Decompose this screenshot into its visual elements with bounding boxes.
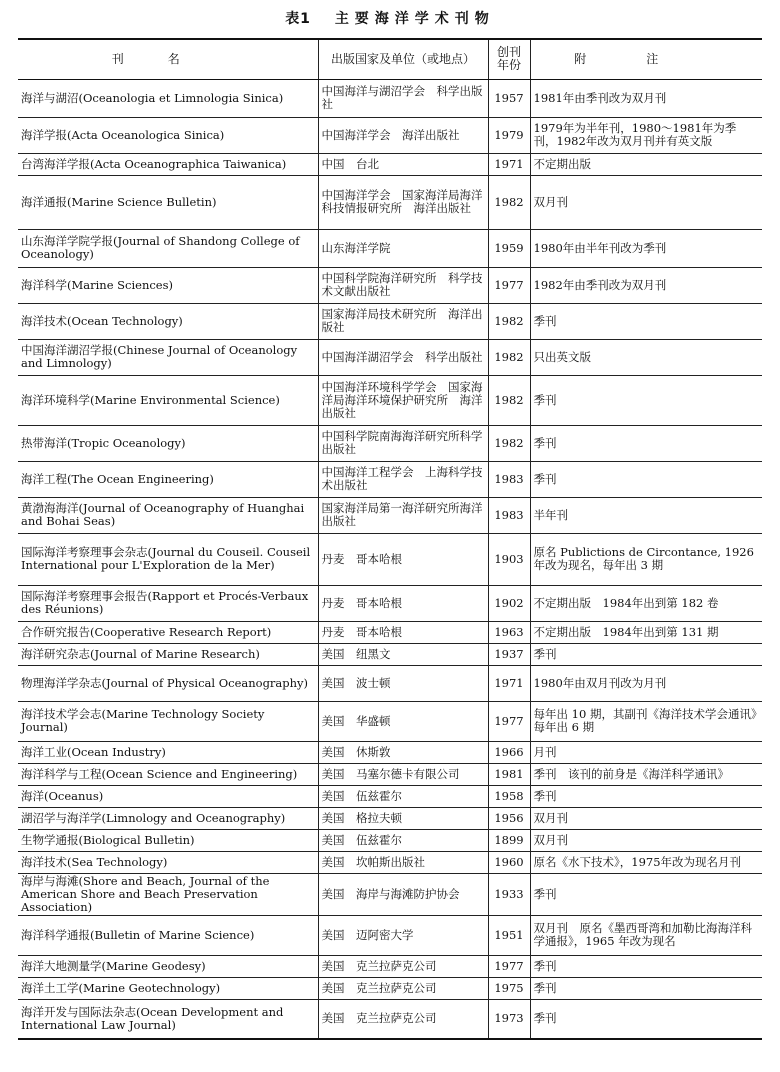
table-row [18,643,762,665]
cell-publisher: 美国 格拉夫顿 [318,807,488,829]
cell-publisher: 国家海洋局第一海洋研究所海洋出版社 [318,497,488,533]
cell-year: 1979 [488,117,530,153]
cell-note: 双月刊 [530,175,762,229]
cell-year: 1957 [488,79,530,117]
cell-year: 1956 [488,807,530,829]
cell-publisher: 美国 波士顿 [318,665,488,701]
cell-note: 不定期出版 1984年出到第 131 期 [530,621,762,643]
table-row [18,999,762,1039]
cell-publisher: 中国海洋湖沼学会 科学出版社 [318,339,488,375]
cell-note: 1981年由季刊改为双月刊 [530,79,762,117]
table-row [18,375,762,425]
cell-year: 1971 [488,153,530,175]
table-row [18,585,762,621]
cell-year: 1902 [488,585,530,621]
header-name: 刊名 [18,39,318,79]
cell-note: 季刊 [530,461,762,497]
cell-year: 1903 [488,533,530,585]
cell-note: 原名 Publictions de Circontance, 1926年改为现名，每年出 3 期 [530,533,762,585]
cell-publisher: 美国 克兰拉萨克公司 [318,955,488,977]
cell-note: 1980年由双月刊改为月刊 [530,665,762,701]
cell-year: 1937 [488,643,530,665]
cell-year: 1977 [488,955,530,977]
table-row [18,829,762,851]
cell-year: 1975 [488,977,530,999]
table-row [18,79,762,117]
cell-note: 季刊 [530,873,762,915]
cell-publisher: 美国 伍兹霍尔 [318,829,488,851]
table-row [18,497,762,533]
table-row [18,117,762,153]
cell-name: 生物学通报(Biological Bulletin) [18,829,318,851]
cell-note: 不定期出版 1984年出到第 182 卷 [530,585,762,621]
table-row [18,977,762,999]
cell-name: 海洋土工学(Marine Geotechnology) [18,977,318,999]
cell-name: 海岸与海滩(Shore and Beach, Journal of the American Shore and Beach Preservation Association) [18,873,318,915]
cell-name: 物理海洋学杂志(Journal of Physical Oceanography) [18,665,318,701]
cell-name: 海洋开发与国际法杂志(Ocean Development and International Law Journal) [18,999,318,1039]
cell-note: 不定期出版 [530,153,762,175]
cell-publisher: 中国海洋学会 海洋出版社 [318,117,488,153]
cell-note: 季刊 [530,643,762,665]
cell-name: 海洋工程(The Ocean Engineering) [18,461,318,497]
table-row [18,303,762,339]
cell-year: 1982 [488,303,530,339]
table-row [18,873,762,915]
cell-note: 季刊 该刊的前身是《海洋科学通讯》 [530,763,762,785]
table-row [18,461,762,497]
cell-name: 湖沼学与海洋学(Limnology and Oceanography) [18,807,318,829]
cell-year: 1959 [488,229,530,267]
cell-note: 1982年由季刊改为双月刊 [530,267,762,303]
cell-publisher: 美国 坎帕斯出版社 [318,851,488,873]
cell-publisher: 中国 台北 [318,153,488,175]
cell-note: 1979年为半年刊，1980～1981年为季刊，1982年改为双月刊并有英文版 [530,117,762,153]
cell-name: 海洋科学通报(Bulletin of Marine Science) [18,915,318,955]
table-row [18,763,762,785]
cell-note: 季刊 [530,955,762,977]
cell-name: 海洋大地测量学(Marine Geodesy) [18,955,318,977]
cell-publisher: 美国 休斯敦 [318,741,488,763]
header-note: 附注 [530,39,762,79]
cell-note: 季刊 [530,425,762,461]
header-year: 创刊年份 [488,39,530,79]
cell-publisher: 丹麦 哥本哈根 [318,533,488,585]
cell-year: 1981 [488,763,530,785]
cell-name: 海洋工业(Ocean Industry) [18,741,318,763]
cell-name: 海洋(Oceanus) [18,785,318,807]
cell-year: 1982 [488,339,530,375]
cell-year: 1951 [488,915,530,955]
table-number: 表1 [285,11,311,27]
cell-year: 1983 [488,497,530,533]
table-row [18,851,762,873]
cell-publisher: 丹麦 哥本哈根 [318,585,488,621]
table-row [18,665,762,701]
cell-note: 季刊 [530,785,762,807]
cell-name: 海洋环境科学(Marine Environmental Science) [18,375,318,425]
cell-year: 1983 [488,461,530,497]
table-row [18,425,762,461]
cell-name: 国际海洋考察理事会报告(Rapport et Procés-Verbaux des Réunions) [18,585,318,621]
cell-name: 海洋技术学会志(Marine Technology Society Journal) [18,701,318,741]
table-caption: 主要海洋学术刊物 [334,11,495,27]
journal-table [18,38,762,1040]
cell-note: 月刊 [530,741,762,763]
cell-name: 山东海洋学院学报(Journal of Shandong College of Oceanology) [18,229,318,267]
cell-note: 季刊 [530,375,762,425]
cell-publisher: 中国海洋与湖沼学会 科学出版社 [318,79,488,117]
cell-publisher: 国家海洋局技术研究所 海洋出版社 [318,303,488,339]
table-header [18,39,762,79]
cell-publisher: 美国 克兰拉萨克公司 [318,977,488,999]
cell-note: 双月刊 [530,807,762,829]
table-row [18,807,762,829]
header-publisher: 出版国家及单位（或地点） [318,39,488,79]
cell-publisher: 丹麦 哥本哈根 [318,621,488,643]
cell-year: 1973 [488,999,530,1039]
cell-publisher: 美国 克兰拉萨克公司 [318,999,488,1039]
cell-publisher: 中国海洋环境科学学会 国家海洋局海洋环境保护研究所 海洋出版社 [318,375,488,425]
table-row [18,175,762,229]
table-row [18,701,762,741]
cell-publisher: 美国 华盛顿 [318,701,488,741]
cell-publisher: 山东海洋学院 [318,229,488,267]
cell-publisher: 中国科学院海洋研究所 科学技术文献出版社 [318,267,488,303]
table-row [18,621,762,643]
cell-year: 1971 [488,665,530,701]
table-row [18,955,762,977]
cell-name: 海洋通报(Marine Science Bulletin) [18,175,318,229]
cell-name: 热带海洋(Tropic Oceanology) [18,425,318,461]
cell-name: 国际海洋考察理事会杂志(Journal du Couseil. Couseil International pour L'Exploration de la Mer) [18,533,318,585]
cell-year: 1982 [488,175,530,229]
cell-note: 原名《水下技术》，1975年改为现名月刊 [530,851,762,873]
cell-year: 1982 [488,375,530,425]
header-row [18,39,762,79]
cell-year: 1977 [488,701,530,741]
table-row [18,267,762,303]
cell-note: 双月刊 原名《墨西哥湾和加勒比海海洋科学通报》，1965 年改为现名 [530,915,762,955]
cell-name: 合作研究报告(Cooperative Research Report) [18,621,318,643]
table-row [18,339,762,375]
cell-note: 1980年由半年刊改为季刊 [530,229,762,267]
cell-name: 海洋科学(Marine Sciences) [18,267,318,303]
table-row [18,741,762,763]
cell-note: 双月刊 [530,829,762,851]
table-row [18,229,762,267]
table-title [0,8,780,28]
cell-publisher: 美国 纽黑文 [318,643,488,665]
cell-note: 每年出 10 期，其副刊《海洋技术学会通讯》每年出 6 期 [530,701,762,741]
cell-note: 季刊 [530,303,762,339]
cell-publisher: 美国 马塞尔德卡有限公司 [318,763,488,785]
cell-note: 只出英文版 [530,339,762,375]
cell-year: 1933 [488,873,530,915]
table-row [18,915,762,955]
cell-publisher: 美国 伍兹霍尔 [318,785,488,807]
table-body [18,79,762,1039]
cell-year: 1966 [488,741,530,763]
cell-name: 海洋技术(Sea Technology) [18,851,318,873]
cell-year: 1899 [488,829,530,851]
cell-publisher: 美国 迈阿密大学 [318,915,488,955]
cell-year: 1960 [488,851,530,873]
table-row [18,533,762,585]
cell-publisher: 中国科学院南海海洋研究所科学出版社 [318,425,488,461]
cell-year: 1977 [488,267,530,303]
cell-year: 1982 [488,425,530,461]
cell-year: 1963 [488,621,530,643]
cell-name: 海洋技术(Ocean Technology) [18,303,318,339]
cell-name: 台湾海洋学报(Acta Oceanographica Taiwanica) [18,153,318,175]
cell-name: 海洋科学与工程(Ocean Science and Engineering) [18,763,318,785]
cell-name: 海洋学报(Acta Oceanologica Sinica) [18,117,318,153]
cell-name: 黄渤海海洋(Journal of Oceanography of Huanghai and Bohai Seas) [18,497,318,533]
cell-publisher: 中国海洋学会 国家海洋局海洋科技情报研究所 海洋出版社 [318,175,488,229]
cell-name: 海洋研究杂志(Journal of Marine Research) [18,643,318,665]
cell-note: 季刊 [530,999,762,1039]
cell-note: 半年刊 [530,497,762,533]
table-row [18,785,762,807]
cell-publisher: 中国海洋工程学会 上海科学技术出版社 [318,461,488,497]
cell-name: 中国海洋湖沼学报(Chinese Journal of Oceanology and Limnology) [18,339,318,375]
cell-name: 海洋与湖沼(Oceanologia et Limnologia Sinica) [18,79,318,117]
cell-publisher: 美国 海岸与海滩防护协会 [318,873,488,915]
cell-year: 1958 [488,785,530,807]
table-row [18,153,762,175]
cell-note: 季刊 [530,977,762,999]
